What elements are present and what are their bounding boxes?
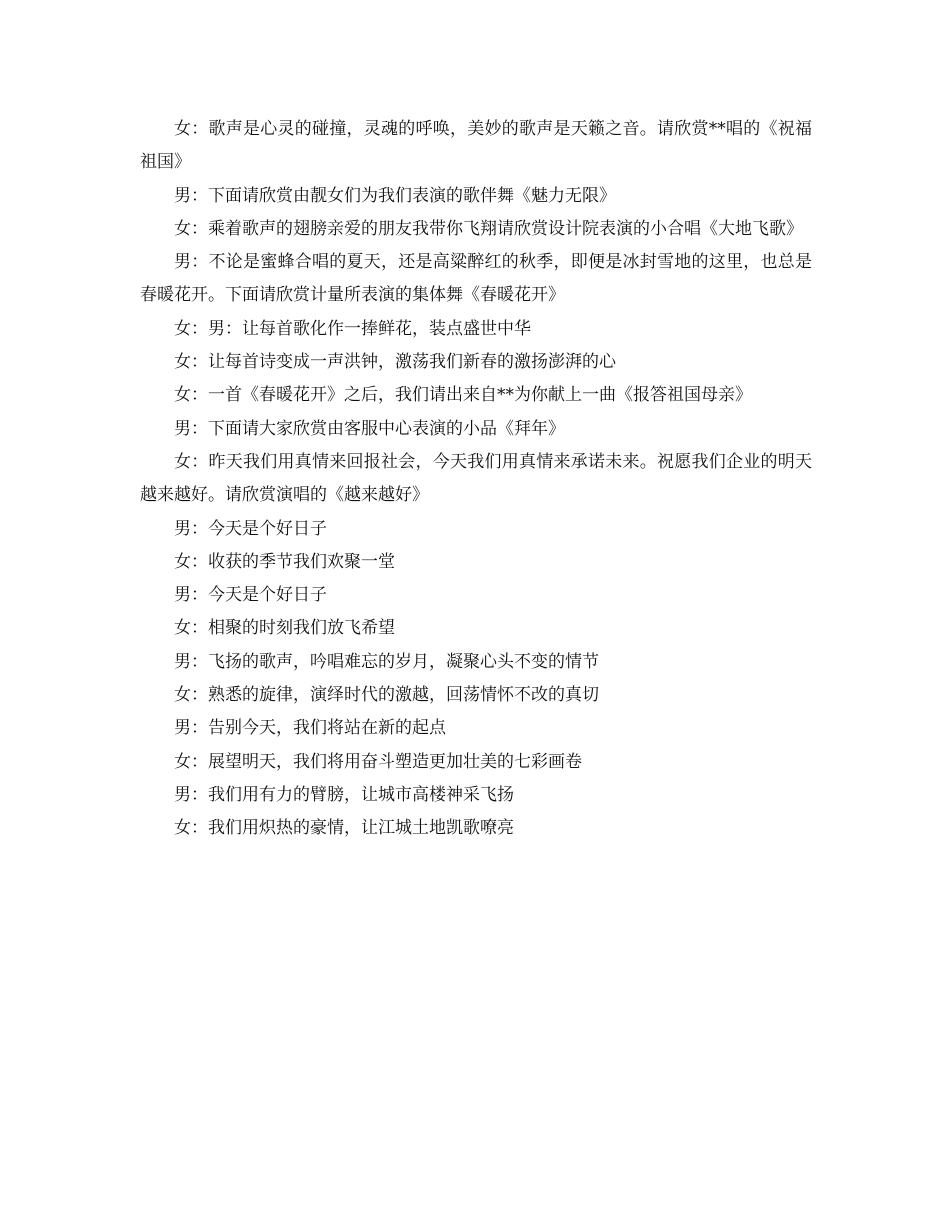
paragraph: 女：收获的季节我们欢聚一堂 <box>174 551 395 572</box>
paragraph: 男：告别今天，我们将站在新的起点 <box>174 718 446 739</box>
document-body <box>140 113 812 846</box>
paragraph: 女：男：让每首歌化作一捧鲜花，装点盛世中华 <box>174 318 531 339</box>
paragraph: 女：我们用炽热的豪情，让江城土地凯歌嘹亮 <box>174 818 514 839</box>
paragraph: 男：飞扬的歌声，吟唱难忘的岁月，凝聚心头不变的情节 <box>174 651 599 672</box>
paragraph: 女：展望明天，我们将用奋斗塑造更加壮美的七彩画卷 <box>174 751 582 772</box>
paragraph: 女：昨天我们用真情来回报社会，今天我们用真情来承诺未来。祝愿我们企业的明天越来越好。请欣赏演唱的《越来越好》 <box>140 451 812 506</box>
paragraph: 女：歌声是心灵的碰撞，灵魂的呼唤，美妙的歌声是天籁之音。请欣赏**唱的《祝福祖国》 <box>140 119 812 173</box>
paragraph: 男：我们用有力的臂膀，让城市高楼神采飞扬 <box>174 784 514 805</box>
paragraph: 女：乘着歌声的翅膀亲爱的朋友我带你飞翔请欣赏设计院表演的小合唱《大地飞歌》 <box>174 218 803 239</box>
paragraph: 女：一首《春暖花开》之后，我们请出来自**为你献上一曲《报答祖国母亲》 <box>174 385 752 406</box>
paragraph: 男：今天是个好日子 <box>174 518 327 539</box>
paragraph: 男：不论是蜜蜂合唱的夏天，还是高粱醉红的秋季，即便是冰封雪地的这里，也总是春暖花开。下面请欣赏计量所表演的集体舞《春暖花开》 <box>140 252 812 306</box>
paragraph: 女：相聚的时刻我们放飞希望 <box>174 618 395 639</box>
paragraph: 女：熟悉的旋律，演绎时代的激越，回荡情怀不改的真切 <box>174 685 599 706</box>
paragraph: 男：今天是个好日子 <box>174 585 327 606</box>
paragraph: 男：下面请欣赏由靓女们为我们表演的歌伴舞《魅力无限》 <box>174 185 616 206</box>
paragraph: 男：下面请大家欣赏由客服中心表演的小品《拜年》 <box>174 418 565 439</box>
paragraph: 女：让每首诗变成一声洪钟，激荡我们新春的激扬澎湃的心 <box>174 352 616 373</box>
